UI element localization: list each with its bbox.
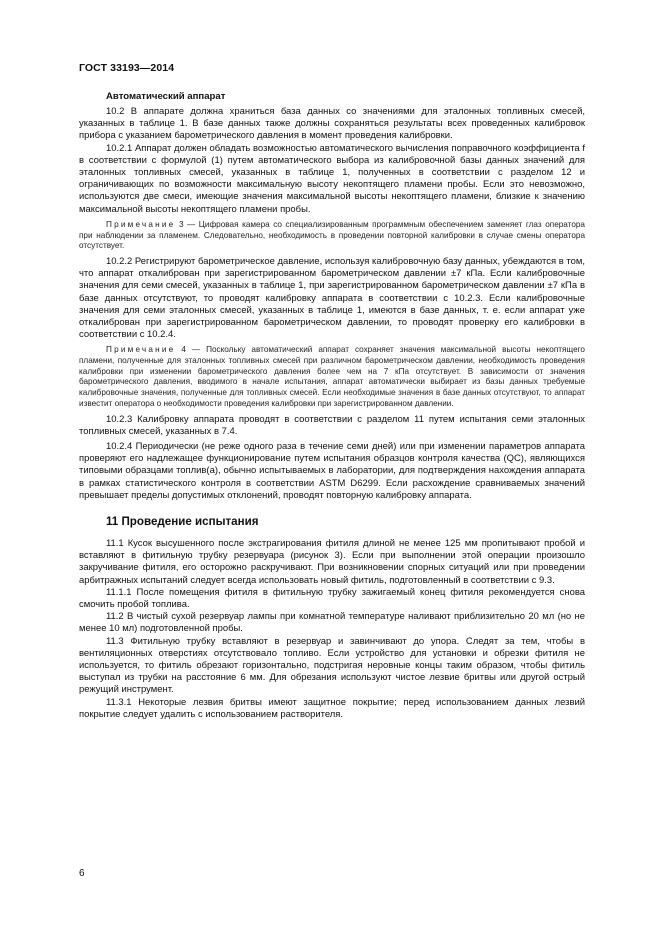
note-3-label: Примечание [106, 219, 176, 229]
paragraph-10-2-1: 10.2.1 Аппарат должен обладать возможностью автоматического вычисления поправочного коэффициента f в соответствии с формулой (1) путем автоматического выбора из калибровочной базы данных значений для эталонных топливных смесей, указанных в таблице 1, полученных в соответствии с разделом 12 и ограничивающих по возможности максимальную высоту некоптящего пламени пробы. Если это невозможно, используются две смеси, имеющие значения максимальной высоты некоптящего пламени, близкие к значению максимальной высоты некоптящего пламени пробы. [79, 142, 585, 215]
page-number: 6 [79, 868, 85, 879]
paragraph-10-2-2: 10.2.2 Регистрируют барометрическое давление, используя калибровочную базу данных, убеждаются в том, что аппарат откалиброван при зарегистрированном барометрическом давлении ±7 кПа. Если калибровочные значения для семи смесей, указанных в таблице 1, при зарегистрированном барометрическом давлении ±7 кПа в базе данных отсутствуют, то проводят калибровку аппарата в соответствии с 10.2.3. Если калибровочные значения для семи эталонных смесей, указанных в таблице 1, имеются в базе данных, т. е. если аппарат уже откалиброван при зарегистрированном барометрическом давлении, то проводят проверку его калибровки в соответствии с 10.2.4. [79, 255, 585, 341]
note-3-text: 3 — Цифровая камера со специализированным программным обеспечением заменяет глаз оператора при наблюдении за пламенем. Следовательно, необходимость в проведении повторной калибровки в случае смены оператора отсутствует. [79, 219, 585, 251]
paragraph-11-1-1: 11.1.1 После помещения фитиля в фитильную трубку зажигаемый конец фитиля рекомендуется снова смочить пробой топлива. [79, 586, 585, 611]
standard-header: ГОСТ 33193—2014 [79, 62, 175, 74]
section-11-title: 11 Проведение испытания [106, 515, 259, 528]
paragraph-11-1: 11.1 Кусок высушенного после экстрагирования фитиля длиной не менее 125 мм пропитывают пробой и вставляют в фитильную трубку резервуара (рисунок 3). Если при выполнении этой операции произошло закручивание фитиля, его осторожно раскручивают. При возникновении спорных ситуаций или при проведении арбитражных испытаний следует всегда использовать новый фитиль, подготовленный в соответствии с 9.3. [79, 538, 585, 586]
paragraph-10-2-3: 10.2.3 Калибровку аппарата проводят в соответствии с разделом 11 путем испытания семи эталонных топливных смесей, указанных в 7.4. [79, 413, 585, 437]
page-content [79, 90, 585, 721]
note-4-label: Примечание [106, 345, 176, 355]
automatic-apparatus-heading: Автоматический аппарат [106, 91, 226, 102]
paragraph-11-3: 11.3 Фитильную трубку вставляют в резервуар и завинчивают до упора. Следят за тем, чтобы в вентиляционных отверстиях отсутствовало топливо. Если устройство для установки и обрезки фитиля не используется, то фитиль обрезают горизонтально, подстригая неровные концы таким образом, чтобы фитиль выступал из трубки на расстояние 6 мм. Для обрезания используют чистое лезвие бритвы или другой острый режущий инструмент. [79, 635, 585, 696]
paragraph-10-2: 10.2 В аппарате должна храниться база данных со значениями для эталонных топливных смесей, указанных в таблице 1. В базе данных также должны сохраняться результаты всех проведенных калибровок прибора с указанием барометрического давления в момент проведения калибровки. [79, 106, 585, 142]
paragraph-11-3-1: 11.3.1 Некоторые лезвия бритвы имеют защитное покрытие; перед использованием данных лезвий покрытие следует удалить с использованием растворителя. [79, 696, 585, 720]
note-4 [79, 345, 585, 409]
paragraph-10-2-4: 10.2.4 Периодически (не реже одного раза в течение семи дней) или при изменении параметров аппарата проверяют его надлежащее функционирование путем испытания образцов контроля качества (QC), являющихся типовыми образцами топлив(а), обычно испытываемых в лаборатории, для подтверждения нахождения аппарата в рамках статистического контроля в соответствии ASTM D6299. Если расхождение сравниваемых значений превышает пределы допустимых отклонений, проводят повторную калибровку аппарата. [79, 440, 585, 501]
note-3 [79, 220, 585, 252]
note-4-text: 4 — Поскольку автоматический аппарат сохраняет значения максимальной высоты некоптящего пламени, полученные для эталонных топливных смесей при различном барометрическом давлении, необходимость проведения калибровки при изменении барометрического давления более чем на 7 кПа отсутствует. В зависимости от значения барометрического давления, вводимого в начале испытания, аппарат автоматически выбирает из базы данных требуемые калибровочные значения, полученные для топливных смесей. Если необходимые значения в базе данных отсутствуют, то аппарат известит оператора о необходимости проведения калибровки при зарегистрированном давлении. [79, 345, 585, 408]
paragraph-11-2: 11.2 В чистый сухой резервуар лампы при комнатной температуре наливают приблизительно 20 мл (но не менее 10 мл) подготовленной пробы. [79, 611, 585, 635]
